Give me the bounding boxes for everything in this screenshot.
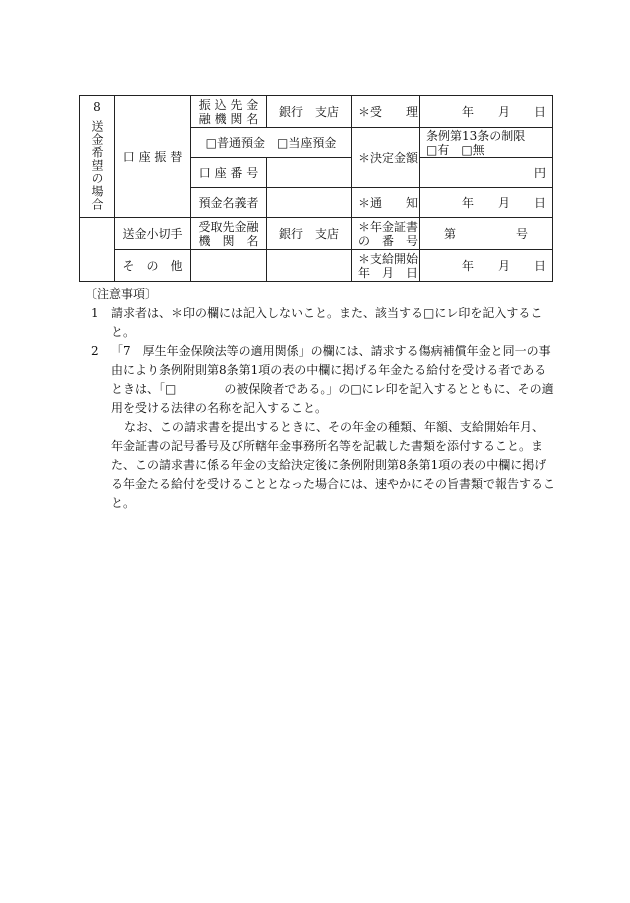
- juri-date-field[interactable]: 年 月 日: [420, 96, 553, 128]
- note-text-2: 「7 厚生年金保険法等の適用関係」の欄には、請求する傷病補償年金と同一の事由により条例附則第8条第1項の表の中欄に掲げる年金たる給付を受ける者であるときは、「□ の被保険者である。」の□にレ印を記入するとともに、その適用を受ける法律の名称を記入すること。: [111, 344, 554, 415]
- bank-branch-field[interactable]: 銀行 支店: [267, 96, 352, 128]
- jorei13-label: 条例第13条の制限: [426, 128, 526, 143]
- section-8-cell: [80, 96, 115, 218]
- account-number-label: 口 座 番 号: [191, 158, 267, 188]
- amount-yen-field[interactable]: 円: [420, 158, 553, 188]
- shikyu-date-field[interactable]: 年 月 日: [420, 250, 553, 282]
- kouza-furikae-label: 口 座 振 替: [115, 96, 191, 218]
- furikomi-bank-label: 振 込 先 金 融 機 関 名: [191, 96, 267, 128]
- shikyu-kaishi-label: ＊支給開始 年 月 日: [352, 250, 420, 282]
- juri-label: ＊受 理: [352, 96, 420, 128]
- note-number-1: 1: [91, 306, 99, 320]
- note-paragraph: なお、この請求書を提出するときに、その年金の種類、年額、支給開始年月、年金証書の記号番号及び所轄年金事務所名等を記載した書類を添付すること。また、この請求書に係る年金の支給決定後に条例附則第8条第1項の表の中欄に掲げる年金たる給付を受けることとなった場合には、速やかにその旨書類で報告すること。: [111, 420, 556, 510]
- bank-branch-field-2[interactable]: 銀行 支店: [267, 218, 352, 250]
- note-text-1: 請求者は、＊印の欄には記入しないこと。また、該当する□にレ印を記入すること。: [111, 306, 543, 339]
- sonota-field-1[interactable]: [191, 250, 267, 282]
- nenkin-shosho-field[interactable]: 第 号: [420, 218, 553, 250]
- nenkin-shosho-label: ＊年金証書 の 番 号: [352, 218, 420, 250]
- section-number: 8: [93, 99, 101, 114]
- uketori-bank-label: 受取先金融 機 関 名: [191, 218, 267, 250]
- holder-field[interactable]: [267, 188, 352, 218]
- note-number-2: 2: [91, 344, 99, 358]
- section-title: 送金希望の場合: [90, 119, 104, 211]
- remittance-table: [79, 95, 553, 282]
- notes-heading: 〔注意事項〕: [85, 287, 158, 301]
- tsuchi-date-field[interactable]: 年 月 日: [420, 188, 553, 218]
- note-item-1: [85, 304, 555, 342]
- deposit-type-checkboxes[interactable]: □普通預金 □当座預金: [191, 128, 352, 158]
- sonota-label: そ の 他: [115, 250, 191, 282]
- sonota-field-2[interactable]: [267, 250, 352, 282]
- tsuchi-label: ＊通 知: [352, 188, 420, 218]
- kettei-kingaku-label: ＊決定金額: [352, 128, 420, 188]
- holder-label: 預金名義者: [191, 188, 267, 218]
- notes-section: [85, 285, 555, 513]
- section-8-continue: [80, 218, 115, 282]
- ari-nashi-checkboxes[interactable]: □有 □無: [426, 142, 485, 157]
- account-number-field[interactable]: [267, 158, 352, 188]
- note-item-2: [85, 342, 555, 418]
- sokin-kogitte-label: 送金小切手: [115, 218, 191, 250]
- jorei13-cell[interactable]: [420, 128, 553, 158]
